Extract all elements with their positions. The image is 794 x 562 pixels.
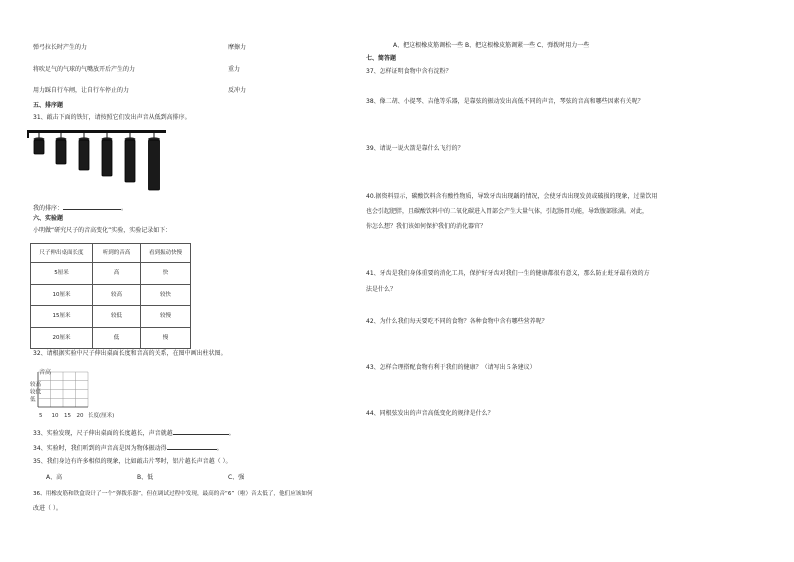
table-cell: 较高 bbox=[93, 284, 141, 306]
q35-option-b[interactable]: B、低 bbox=[137, 474, 154, 481]
table-cell: 快 bbox=[141, 263, 191, 285]
x-tick-label: 5 bbox=[39, 413, 43, 419]
section-7-title: 七、简答题 bbox=[366, 55, 397, 62]
q33-blank[interactable] bbox=[173, 428, 229, 435]
question-41-line2: 法是什么？ bbox=[366, 286, 397, 293]
section-5-title: 五、排序题 bbox=[33, 102, 64, 109]
question-40-line3: 你怎么想？我们该如何保护我们的消化器官？ bbox=[366, 223, 487, 230]
question-38: 38、像二胡、小提琴、吉他等乐器，是靠弦的振动发出高低不同的声音，琴弦的音高和哪些因素有关呢？ bbox=[366, 98, 644, 105]
match-left-3: 用力踩自行车闸，让自行车停止的力 bbox=[33, 87, 130, 94]
nail bbox=[149, 140, 160, 190]
nail bbox=[102, 140, 112, 176]
question-35: 35、我们身边有许多相似的现象，比如敲击片琴时，铝片越长声音越（ ）。 bbox=[33, 458, 232, 465]
match-right-2: 重力 bbox=[228, 66, 241, 73]
table-row bbox=[31, 284, 191, 306]
question-34 bbox=[33, 443, 223, 453]
nail bbox=[34, 140, 44, 154]
q34-blank[interactable] bbox=[167, 443, 217, 450]
table-row bbox=[31, 327, 191, 349]
table-cell: 20厘米 bbox=[31, 327, 93, 349]
table-header-cell: 听到的音高 bbox=[93, 244, 141, 263]
table-cell: 低 bbox=[93, 327, 141, 349]
question-36-line1: 36、用橡皮筋和铁盒设计了一个“弹拨乐器”，但在调试过程中发现，最高的音“6”（啦）音太低了，他们应该如何 bbox=[33, 491, 313, 497]
table-cell: 10厘米 bbox=[31, 284, 93, 306]
match-left-2: 将吹足气的气球的气嘴放开后产生的力 bbox=[33, 66, 136, 73]
question-33-text: 33、实验发现，尺子伸出桌面的长度越长，声音就越 bbox=[33, 430, 173, 437]
q35-option-c[interactable]: C、强 bbox=[228, 474, 245, 481]
table-cell: 较快 bbox=[141, 284, 191, 306]
hanging-nails-illustration bbox=[28, 130, 168, 196]
question-33 bbox=[33, 428, 235, 438]
match-left-1: 弹弓拉长时产生的力 bbox=[33, 44, 88, 51]
table-header-row bbox=[31, 244, 191, 263]
table-cell: 高 bbox=[93, 263, 141, 285]
order-blank[interactable] bbox=[63, 203, 121, 210]
x-axis-label: 长度(厘米) bbox=[88, 413, 115, 419]
y-tick-label: 低 bbox=[30, 397, 36, 403]
bar-chart bbox=[30, 366, 140, 418]
y-tick-label: 较高 bbox=[30, 382, 42, 388]
experiment-intro: 小明做“研究尺子的音高变化”实验，实验记录如下： bbox=[33, 227, 172, 234]
order-label: 我的排序： bbox=[33, 205, 64, 212]
section-6-title: 六、实验题 bbox=[33, 215, 64, 222]
table-cell: 15厘米 bbox=[31, 306, 93, 328]
table-header-cell: 尺子伸出桌面长度 bbox=[31, 244, 93, 263]
question-41-line1: 41、牙齿是我们身体重要的消化工具，保护好牙齿对我们一生的健康都很有意义，那么防止蛀牙最有效的方 bbox=[366, 270, 650, 277]
question-32: 32、请根据实验中尺子伸出桌面长度和音高的关系，在图中画出柱状图。 bbox=[33, 350, 227, 357]
question-36-line2: 改进（ ）。 bbox=[33, 505, 62, 512]
nail bbox=[56, 140, 66, 164]
match-right-1: 摩擦力 bbox=[228, 44, 247, 51]
experiment-table bbox=[30, 243, 191, 349]
question-33-end: 。 bbox=[228, 430, 235, 437]
question-40-line1: 40.据资料显示，碳酸饮料含有酸性物质，导致牙齿出现龋的情况，会使牙齿出现发黄或破损的现象，过量饮用 bbox=[366, 193, 658, 200]
table-header-cell: 看到振动快慢 bbox=[141, 244, 191, 263]
table-cell: 慢 bbox=[141, 327, 191, 349]
y-tick-label: 较低 bbox=[30, 389, 42, 396]
question-34-text: 34、实验时，我们听到的声音高是因为物体振动得 bbox=[33, 445, 167, 452]
y-axis-label: 音高 bbox=[39, 369, 52, 376]
x-tick-label: 15 bbox=[64, 413, 71, 419]
table-cell: 5厘米 bbox=[31, 263, 93, 285]
nail bbox=[125, 140, 135, 182]
question-42: 42、为什么我们每天要吃不同的食物？各种食物中含有哪些营养呢？ bbox=[366, 318, 548, 325]
order-end: 。 bbox=[121, 205, 128, 212]
question-37: 37、怎样证明食物中含有淀粉？ bbox=[366, 68, 452, 75]
question-39: 39、请说一说火箭是靠什么飞行的？ bbox=[366, 145, 464, 152]
x-tick-label: 10 bbox=[51, 413, 59, 419]
nail bbox=[79, 140, 89, 170]
table-cell: 较慢 bbox=[141, 306, 191, 328]
match-right-3: 反冲力 bbox=[228, 87, 247, 94]
q35-option-a[interactable]: A、高 bbox=[46, 474, 63, 481]
question-44: 44、同根弦发出的声音高低变化的规律是什么？ bbox=[366, 410, 494, 417]
table-row bbox=[31, 263, 191, 285]
question-40-line2: 也会引起肥胖，且碳酸饮料中的二氧化碳进入胃部会产生大量气体，引起肠胃功能，导致腹部胀满。对此， bbox=[366, 208, 649, 215]
x-tick-label: 20 bbox=[76, 413, 84, 419]
question-36-options: A、把这根橡皮筋调松一些 B、把这根橡皮筋调紧一些 C、弹拨时用力一些 bbox=[393, 42, 590, 49]
order-answer-line bbox=[33, 203, 127, 213]
table-row bbox=[31, 306, 191, 328]
question-31: 31、敲击下面的铁钉，请按照它们发出声音从低到高排序。 bbox=[33, 114, 191, 121]
question-43: 43、怎样合理搭配食物有利于我们的健康？（请写出５条建议） bbox=[366, 364, 536, 371]
question-34-end: 。 bbox=[216, 445, 223, 452]
table-cell: 较低 bbox=[93, 306, 141, 328]
